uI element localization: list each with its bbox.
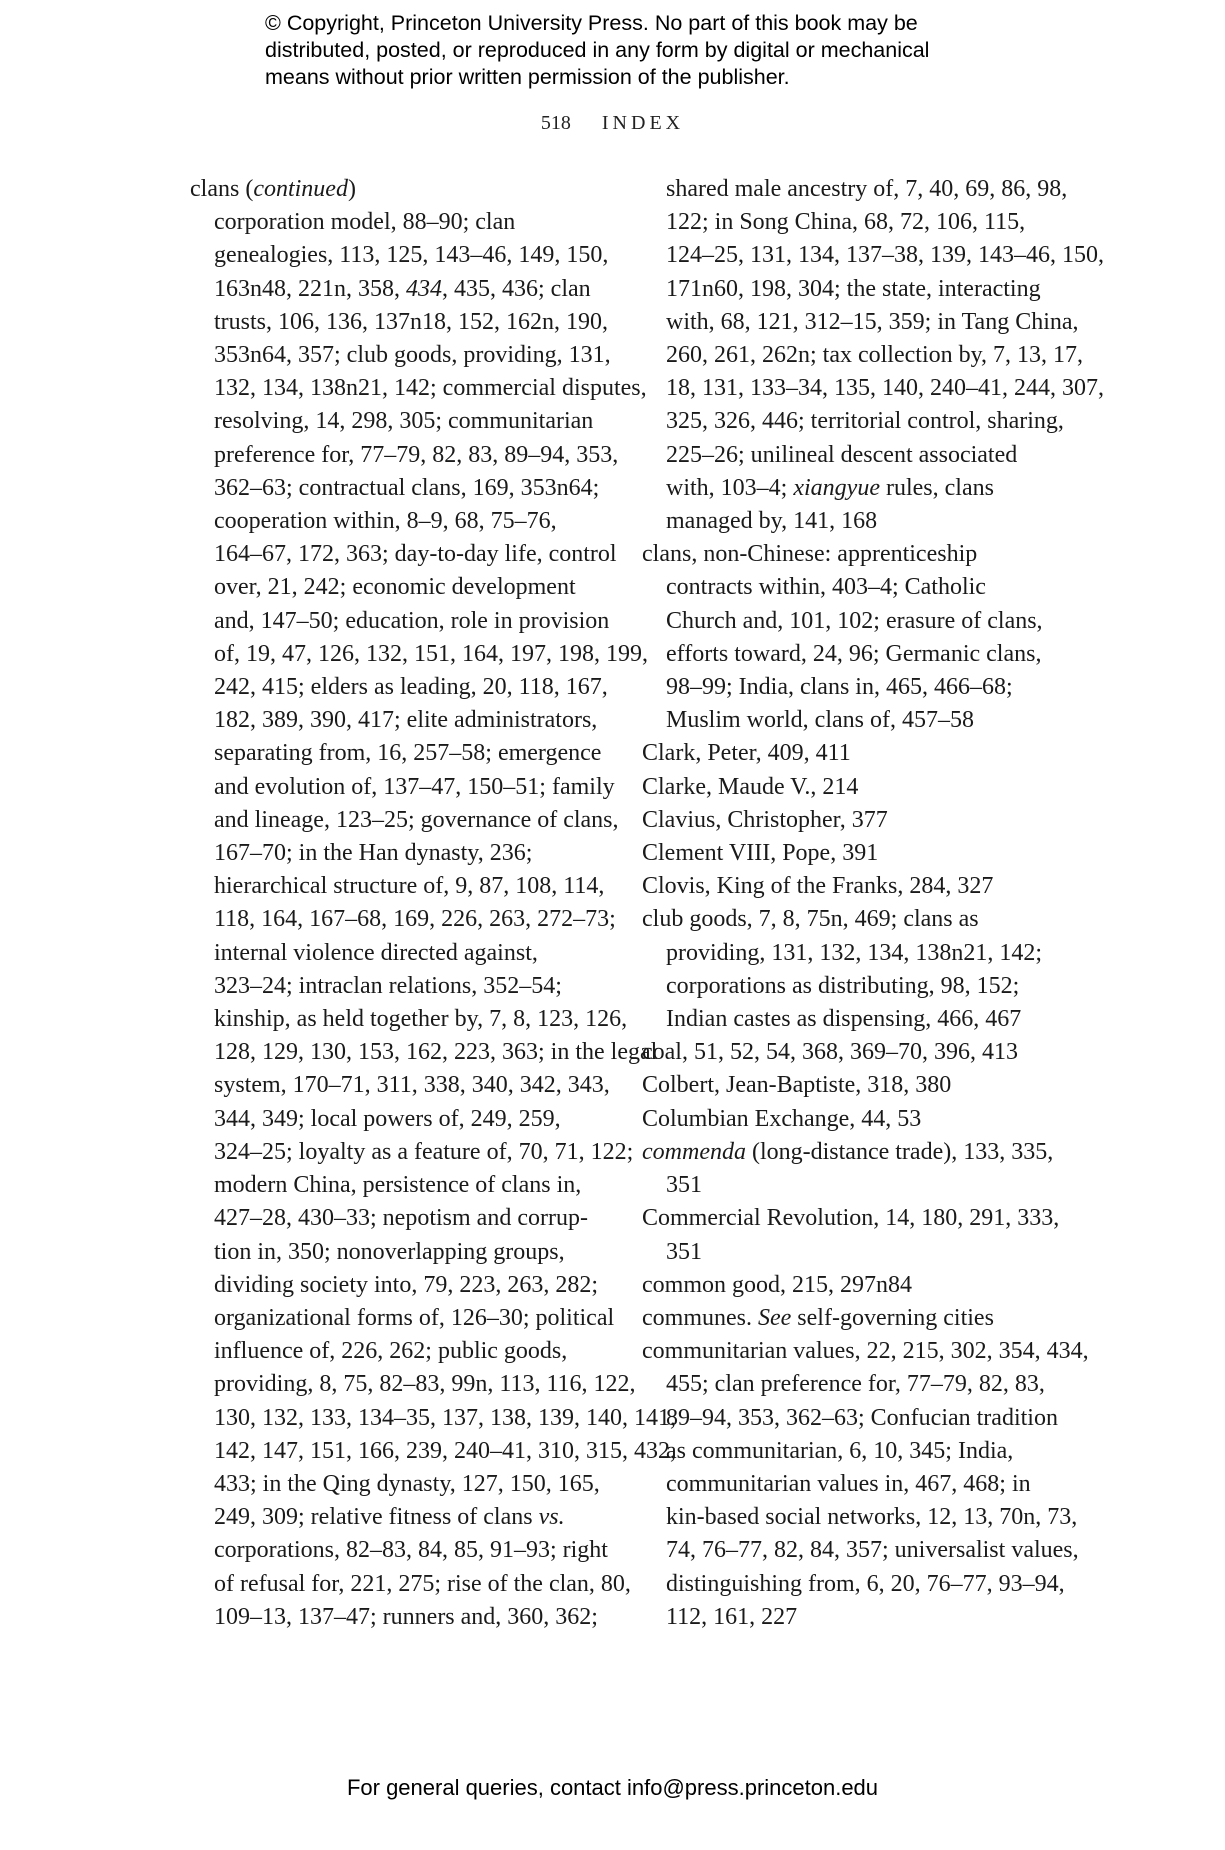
index-subentry-line: 427–28, 430–33; nepotism and corrup- <box>214 1205 588 1232</box>
page-number: 518 <box>540 112 571 134</box>
index-entry-line: coal, 51, 52, 54, 368, 369–70, 396, 413 <box>642 1039 1018 1066</box>
index-entry-line: communitarian values, 22, 215, 302, 354, 434, <box>642 1338 1089 1365</box>
copyright-line: © Copyright, Princeton University Press. No part of this book may be <box>265 11 918 35</box>
index-entry-line: Clarke, Maude V., 214 <box>642 773 859 800</box>
index-subentry-line: distinguishing from, 6, 20, 76–77, 93–94, <box>666 1570 1065 1597</box>
index-subentry-line: Indian castes as dispensing, 466, 467 <box>666 1006 1022 1033</box>
index-subentry-line: 164–67, 172, 363; day-to-day life, control <box>214 541 617 568</box>
index-subentry-line: modern China, persistence of clans in, <box>214 1172 582 1199</box>
index-subentry-line: tion in, 350; nonoverlapping groups, <box>214 1238 565 1265</box>
index-subentry-line: corporation model, 88–90; clan <box>214 209 516 236</box>
index-subentry-line: 163n48, 221n, 358, 434, 435, 436; clan <box>214 275 591 302</box>
index-subentry-line: 118, 164, 167–68, 169, 226, 263, 272–73; <box>214 906 616 933</box>
index-subentry-line: 130, 132, 133, 134–35, 137, 138, 139, 140, 141, <box>214 1404 676 1431</box>
index-entry-line: clans (continued) <box>190 176 356 202</box>
index-subentry-line: 122; in Song China, 68, 72, 106, 115, <box>666 209 1026 236</box>
copyright-line: distributed, posted, or reproduced in any form by digital or mechanical <box>265 38 930 62</box>
index-subentry-line: cooperation within, 8–9, 68, 75–76, <box>214 508 557 535</box>
index-subentry-line: 167–70; in the Han dynasty, 236; <box>214 840 533 867</box>
index-subentry-line: efforts toward, 24, 96; Germanic clans, <box>666 640 1042 667</box>
index-subentry-line: hierarchical structure of, 9, 87, 108, 114, <box>214 873 605 900</box>
index-subentry-line: internal violence directed against, <box>214 939 538 966</box>
index-entry-line: commenda (long-distance trade), 133, 335, <box>642 1138 1054 1165</box>
index-subentry-line: 362–63; contractual clans, 169, 353n64; <box>214 474 600 501</box>
index-subentry-line: 249, 309; relative fitness of clans vs. <box>214 1504 565 1531</box>
index-subentry-line: as communitarian, 6, 10, 345; India, <box>666 1437 1014 1464</box>
index-subentry-line: managed by, 141, 168 <box>666 508 878 535</box>
index-entry-line: Clement VIII, Pope, 391 <box>642 840 879 867</box>
index-subentry-line: 171n60, 198, 304; the state, interacting <box>666 275 1041 302</box>
index-subentry-line: trusts, 106, 136, 137n18, 152, 162n, 190, <box>214 308 609 335</box>
running-head <box>0 112 1225 135</box>
index-subentry-line: providing, 8, 75, 82–83, 99n, 113, 116, 122, <box>214 1371 636 1398</box>
index-subentry-line: 124–25, 131, 134, 137–38, 139, 143–46, 150, <box>666 242 1104 269</box>
index-subentry-line: 128, 129, 130, 153, 162, 223, 363; in the legal <box>214 1039 658 1066</box>
index-subentry-line: 344, 349; local powers of, 249, 259, <box>214 1105 561 1132</box>
index-entry-line: Clavius, Christopher, 377 <box>642 806 888 833</box>
index-subentry-line: kinship, as held together by, 7, 8, 123, 126, <box>214 1006 628 1033</box>
index-subentry-line: influence of, 226, 262; public goods, <box>214 1338 568 1365</box>
index-subentry-line: 325, 326, 446; territorial control, sharing, <box>666 408 1064 435</box>
index-subentry-line: and, 147–50; education, role in provision <box>214 607 610 634</box>
index-subentry-line: and evolution of, 137–47, 150–51; family <box>214 773 615 800</box>
index-subentry-line: preference for, 77–79, 82, 83, 89–94, 353, <box>214 441 619 468</box>
index-subentry-line: dividing society into, 79, 223, 263, 282; <box>214 1271 598 1298</box>
index-subentry-line: separating from, 16, 257–58; emergence <box>214 740 602 767</box>
index-subentry-line: resolving, 14, 298, 305; communitarian <box>214 408 594 435</box>
index-subentry-line: Church and, 101, 102; erasure of clans, <box>666 607 1043 634</box>
index-subentry-line: organizational forms of, 126–30; political <box>214 1304 615 1331</box>
index-subentry-line: 74, 76–77, 82, 84, 357; universalist values, <box>666 1537 1079 1564</box>
index-entry-line: Colbert, Jean-Baptiste, 318, 380 <box>642 1072 952 1099</box>
index-entry-line: club goods, 7, 8, 75n, 469; clans as <box>642 906 979 933</box>
footer-contact: For general queries, contact info@press.princeton.edu <box>346 1775 879 1800</box>
index-entry-line: Clark, Peter, 409, 411 <box>642 740 851 767</box>
index-subentry-line: 109–13, 137–47; runners and, 360, 362; <box>214 1603 598 1630</box>
index-subentry-line: 225–26; unilineal descent associated <box>666 441 1018 468</box>
index-subentry-line: 260, 261, 262n; tax collection by, 7, 13, 17, <box>666 342 1084 369</box>
index-subentry-line: 323–24; intraclan relations, 352–54; <box>214 972 562 999</box>
index-subentry-line: corporations, 82–83, 84, 85, 91–93; right <box>214 1537 608 1564</box>
index-subentry-line: and lineage, 123–25; governance of clans, <box>214 806 619 833</box>
index-subentry-line: corporations as distributing, 98, 152; <box>666 972 1020 999</box>
index-subentry-line: with, 68, 121, 312–15, 359; in Tang China, <box>666 308 1079 335</box>
index-subentry-line: of, 19, 47, 126, 132, 151, 164, 197, 198, 199, <box>214 640 648 667</box>
index-subentry-line: 242, 415; elders as leading, 20, 118, 167, <box>214 674 608 701</box>
index-subentry-line: 182, 389, 390, 417; elite administrators, <box>214 707 598 734</box>
index-entry-line: Commercial Revolution, 14, 180, 291, 333, <box>642 1205 1060 1232</box>
index-subentry-line: with, 103–4; xiangyue rules, clans <box>666 474 994 501</box>
index-subentry-line: 132, 134, 138n21, 142; commercial disputes, <box>214 375 647 402</box>
index-entry-line: Columbian Exchange, 44, 53 <box>642 1105 922 1132</box>
index-subentry-line: over, 21, 242; economic development <box>214 574 576 601</box>
index-subentry-line: 351 <box>666 1238 702 1265</box>
index-subentry-line: shared male ancestry of, 7, 40, 69, 86, 98, <box>666 176 1068 202</box>
index-subentry-line: 18, 131, 133–34, 135, 140, 240–41, 244, 307, <box>666 375 1104 402</box>
index-entry-line: common good, 215, 297n84 <box>642 1271 912 1298</box>
index-subentry-line: 433; in the Qing dynasty, 127, 150, 165, <box>214 1470 600 1497</box>
index-subentry-line: Muslim world, clans of, 457–58 <box>666 707 974 734</box>
index-subentry-line: contracts within, 403–4; Catholic <box>666 574 986 601</box>
index-subentry-line: communitarian values in, 467, 468; in <box>666 1470 1031 1497</box>
index-subentry-line: 98–99; India, clans in, 465, 466–68; <box>666 674 1013 701</box>
index-subentry-line: 89–94, 353, 362–63; Confucian tradition <box>666 1404 1058 1431</box>
index-subentry-line: 142, 147, 151, 166, 239, 240–41, 310, 315, 432, <box>214 1437 676 1464</box>
index-subentry-line: genealogies, 113, 125, 143–46, 149, 150, <box>214 242 609 269</box>
index-subentry-line: of refusal for, 221, 275; rise of the clan, 80, <box>214 1570 631 1597</box>
copyright-notice <box>265 10 1025 91</box>
index-entry-line: clans, non-Chinese: apprenticeship <box>642 541 978 568</box>
index-entry-line: communes. See self-governing cities <box>642 1304 994 1331</box>
index-column-left <box>190 173 676 1634</box>
index-subentry-line: 324–25; loyalty as a feature of, 70, 71, 122; <box>214 1138 634 1165</box>
index-column-right <box>642 173 1104 1634</box>
index-subentry-line: system, 170–71, 311, 338, 340, 342, 343, <box>214 1072 610 1099</box>
index-subentry-line: 112, 161, 227 <box>666 1603 798 1630</box>
index-subentry-line: 353n64, 357; club goods, providing, 131, <box>214 342 611 369</box>
index-subentry-line: 455; clan preference for, 77–79, 82, 83, <box>666 1371 1045 1398</box>
index-entry-line: Clovis, King of the Franks, 284, 327 <box>642 873 994 900</box>
section-title: INDEX <box>601 112 685 134</box>
copyright-line: means without prior written permission of the publisher. <box>265 65 790 89</box>
index-subentry-line: kin-based social networks, 12, 13, 70n, 73, <box>666 1504 1078 1531</box>
index-subentry-line: 351 <box>666 1172 702 1199</box>
index-subentry-line: providing, 131, 132, 134, 138n21, 142; <box>666 939 1042 966</box>
